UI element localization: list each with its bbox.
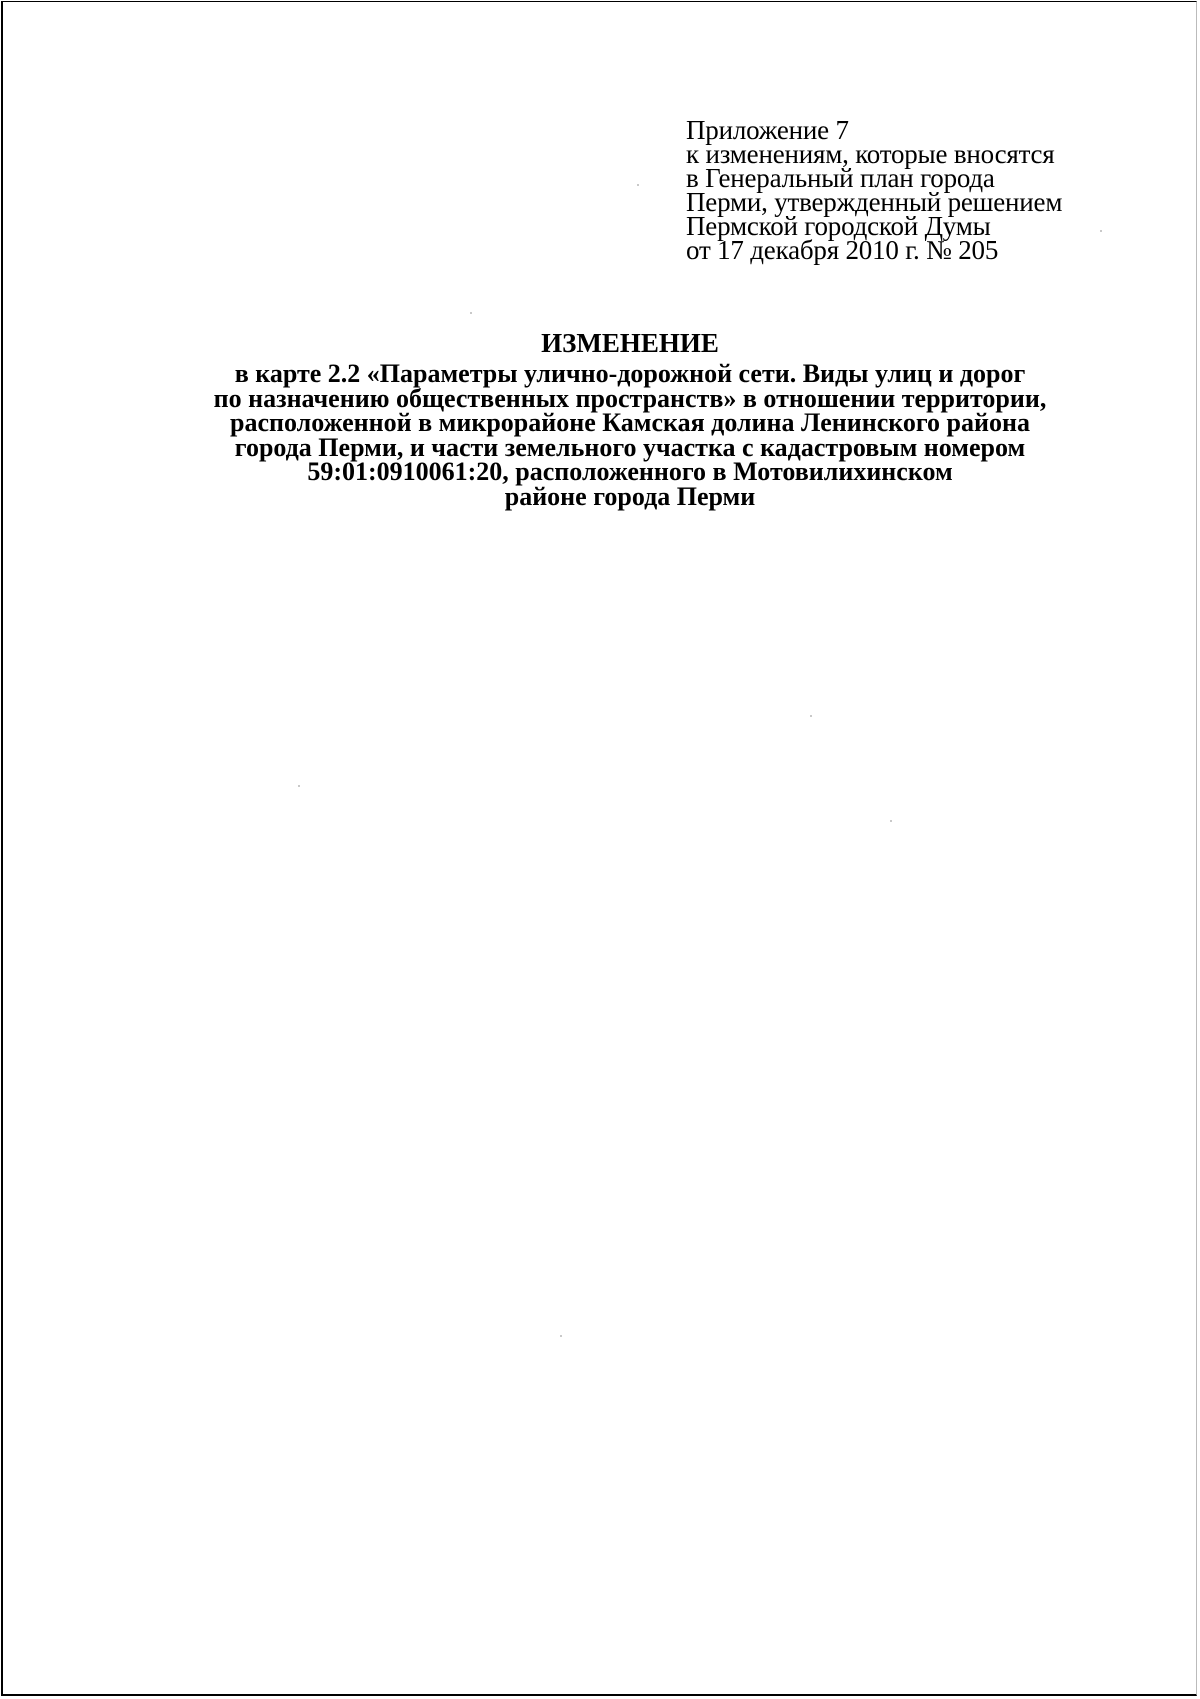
scan-speck <box>298 785 300 787</box>
scan-speck <box>890 820 892 822</box>
appendix-line: Пермской городской Думы <box>686 211 991 241</box>
scan-speck <box>637 184 639 186</box>
scan-speck <box>560 1335 562 1337</box>
appendix-line: к изменениям, которые вносятся <box>686 139 1055 169</box>
document-title: ИЗМЕНЕНИЕ <box>541 328 719 358</box>
appendix-line: Перми, утвержденный решением <box>686 187 1063 217</box>
scan-speck <box>470 312 472 314</box>
heading-line: по назначению общественных пространств» в отношении территории, <box>213 383 1047 413</box>
scan-speck <box>1100 230 1102 232</box>
scan-speck <box>810 715 812 717</box>
appendix-number: Приложение 7 <box>686 115 849 145</box>
heading-line: в карте 2.2 «Параметры улично-дорожной сети. Виды улиц и дорог <box>234 359 1026 388</box>
appendix-line: в Генеральный план города <box>686 163 995 193</box>
heading-line: районе города Перми <box>504 481 756 511</box>
heading-line: города Перми, и части земельного участка с кадастровым номером <box>234 432 1026 462</box>
appendix-header <box>686 115 1186 265</box>
appendix-date: от 17 декабря 2010 г. № 205 <box>686 235 999 265</box>
heading-line: 59:01:0910061:20, расположенного в Мотовилихинском <box>307 457 953 486</box>
heading-line: расположенной в микрорайоне Камская долина Ленинского района <box>230 408 1030 437</box>
document-heading <box>120 328 1140 509</box>
